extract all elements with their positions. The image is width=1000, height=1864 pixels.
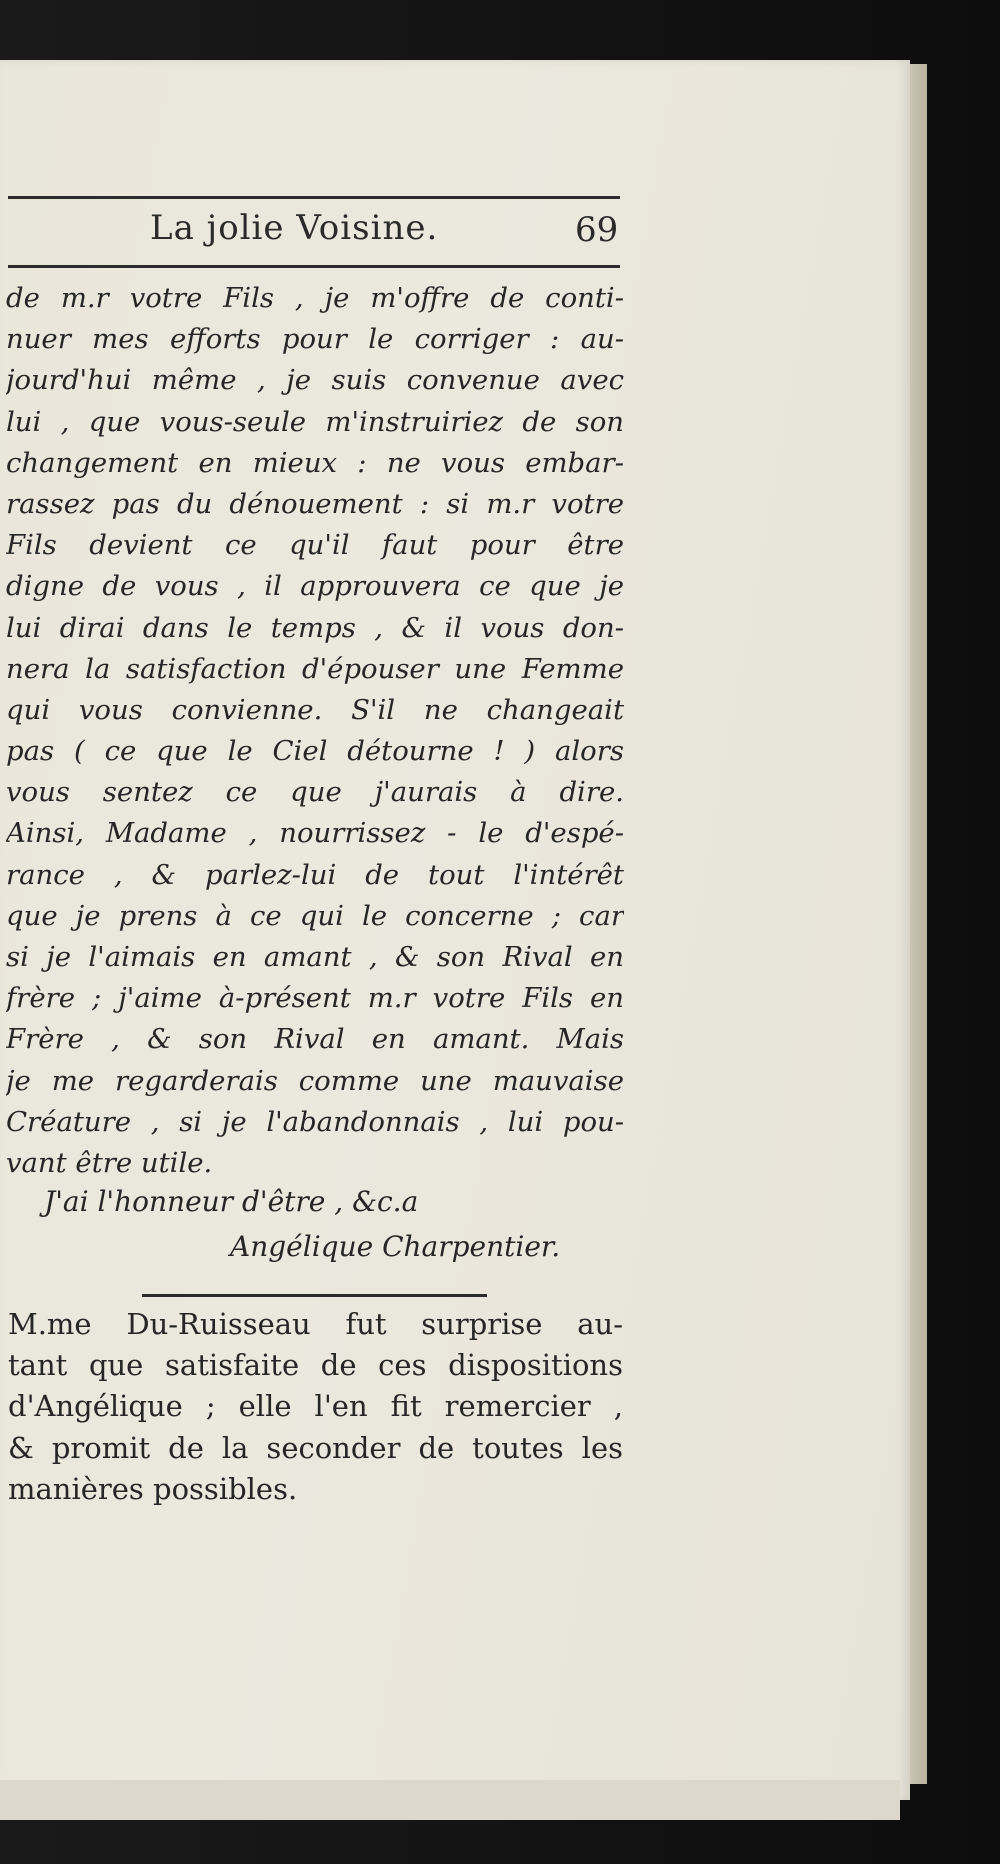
letter-line: jourd'hui même , je suis convenue avec bbox=[6, 364, 624, 397]
letter-line: rassez pas du dénouement : si m.r votre bbox=[6, 487, 624, 520]
letter-line: digne de vous , il approuvera ce que je bbox=[6, 570, 624, 603]
letter-line: lui , que vous-seule m'instruiriez de son bbox=[6, 405, 624, 438]
narrative-line: M.me Du-Ruisseau fut surprise au- bbox=[8, 1307, 623, 1341]
page-number: 69 bbox=[575, 210, 619, 250]
letter-line: Créature , si je l'abandonnais , lui pou- bbox=[6, 1105, 624, 1138]
narrative-line: manières possibles. bbox=[8, 1471, 298, 1506]
section-rule bbox=[142, 1294, 487, 1297]
header-rule-bottom bbox=[8, 265, 620, 268]
header-rule-top bbox=[8, 196, 620, 199]
letter-line: changement en mieux : ne vous embar- bbox=[6, 446, 624, 479]
letter-line: que je prens à ce qui le concerne ; car bbox=[6, 899, 624, 932]
letter-signature: Angélique Charpentier. bbox=[230, 1230, 561, 1263]
letter-line: Frère , & son Rival en amant. Mais bbox=[6, 1023, 624, 1056]
letter-line: qui vous convienne. S'il ne changeait bbox=[6, 693, 624, 726]
letter-line: nuer mes efforts pour le corriger : au- bbox=[6, 323, 624, 356]
narrative-line: & promit de la seconder de toutes les bbox=[8, 1430, 623, 1465]
narrative-line: d'Angélique ; elle l'en fit remercier , bbox=[8, 1389, 623, 1424]
letter-line: vous sentez ce que j'aurais à dire. bbox=[6, 776, 624, 809]
page-bottom-edge bbox=[0, 1780, 900, 1820]
letter-line: lui dirai dans le temps , & il vous don- bbox=[6, 611, 624, 644]
running-title: La jolie Voisine. bbox=[150, 208, 439, 248]
letter-closing: J'ai l'honneur d'être , &c.a bbox=[44, 1185, 419, 1218]
letter-line: rance , & parlez-lui de tout l'intérêt bbox=[6, 858, 624, 891]
letter-line: frère ; j'aime à-présent m.r votre Fils en bbox=[6, 982, 624, 1015]
letter-line: vant être utile. bbox=[6, 1146, 213, 1179]
letter-line: si je l'aimais en amant , & son Rival en bbox=[6, 941, 624, 973]
letter-line: pas ( ce que le Ciel détourne ! ) alors bbox=[6, 735, 624, 768]
letter-line: je me regarderais comme une mauvaise bbox=[6, 1064, 624, 1097]
letter-line: Fils devient ce qu'il faut pour être bbox=[6, 529, 624, 562]
letter-line: Ainsi, Madame , nourrissez - le d'espé- bbox=[6, 817, 624, 850]
narrative-paragraph bbox=[8, 1302, 623, 1511]
letter-body bbox=[6, 278, 624, 1184]
letter-line: de m.r votre Fils , je m'offre de conti- bbox=[6, 282, 624, 314]
narrative-line: tant que satisfaite de ces dispositions bbox=[8, 1348, 623, 1383]
letter-line: nera la satisfaction d'épouser une Femme bbox=[6, 652, 624, 685]
